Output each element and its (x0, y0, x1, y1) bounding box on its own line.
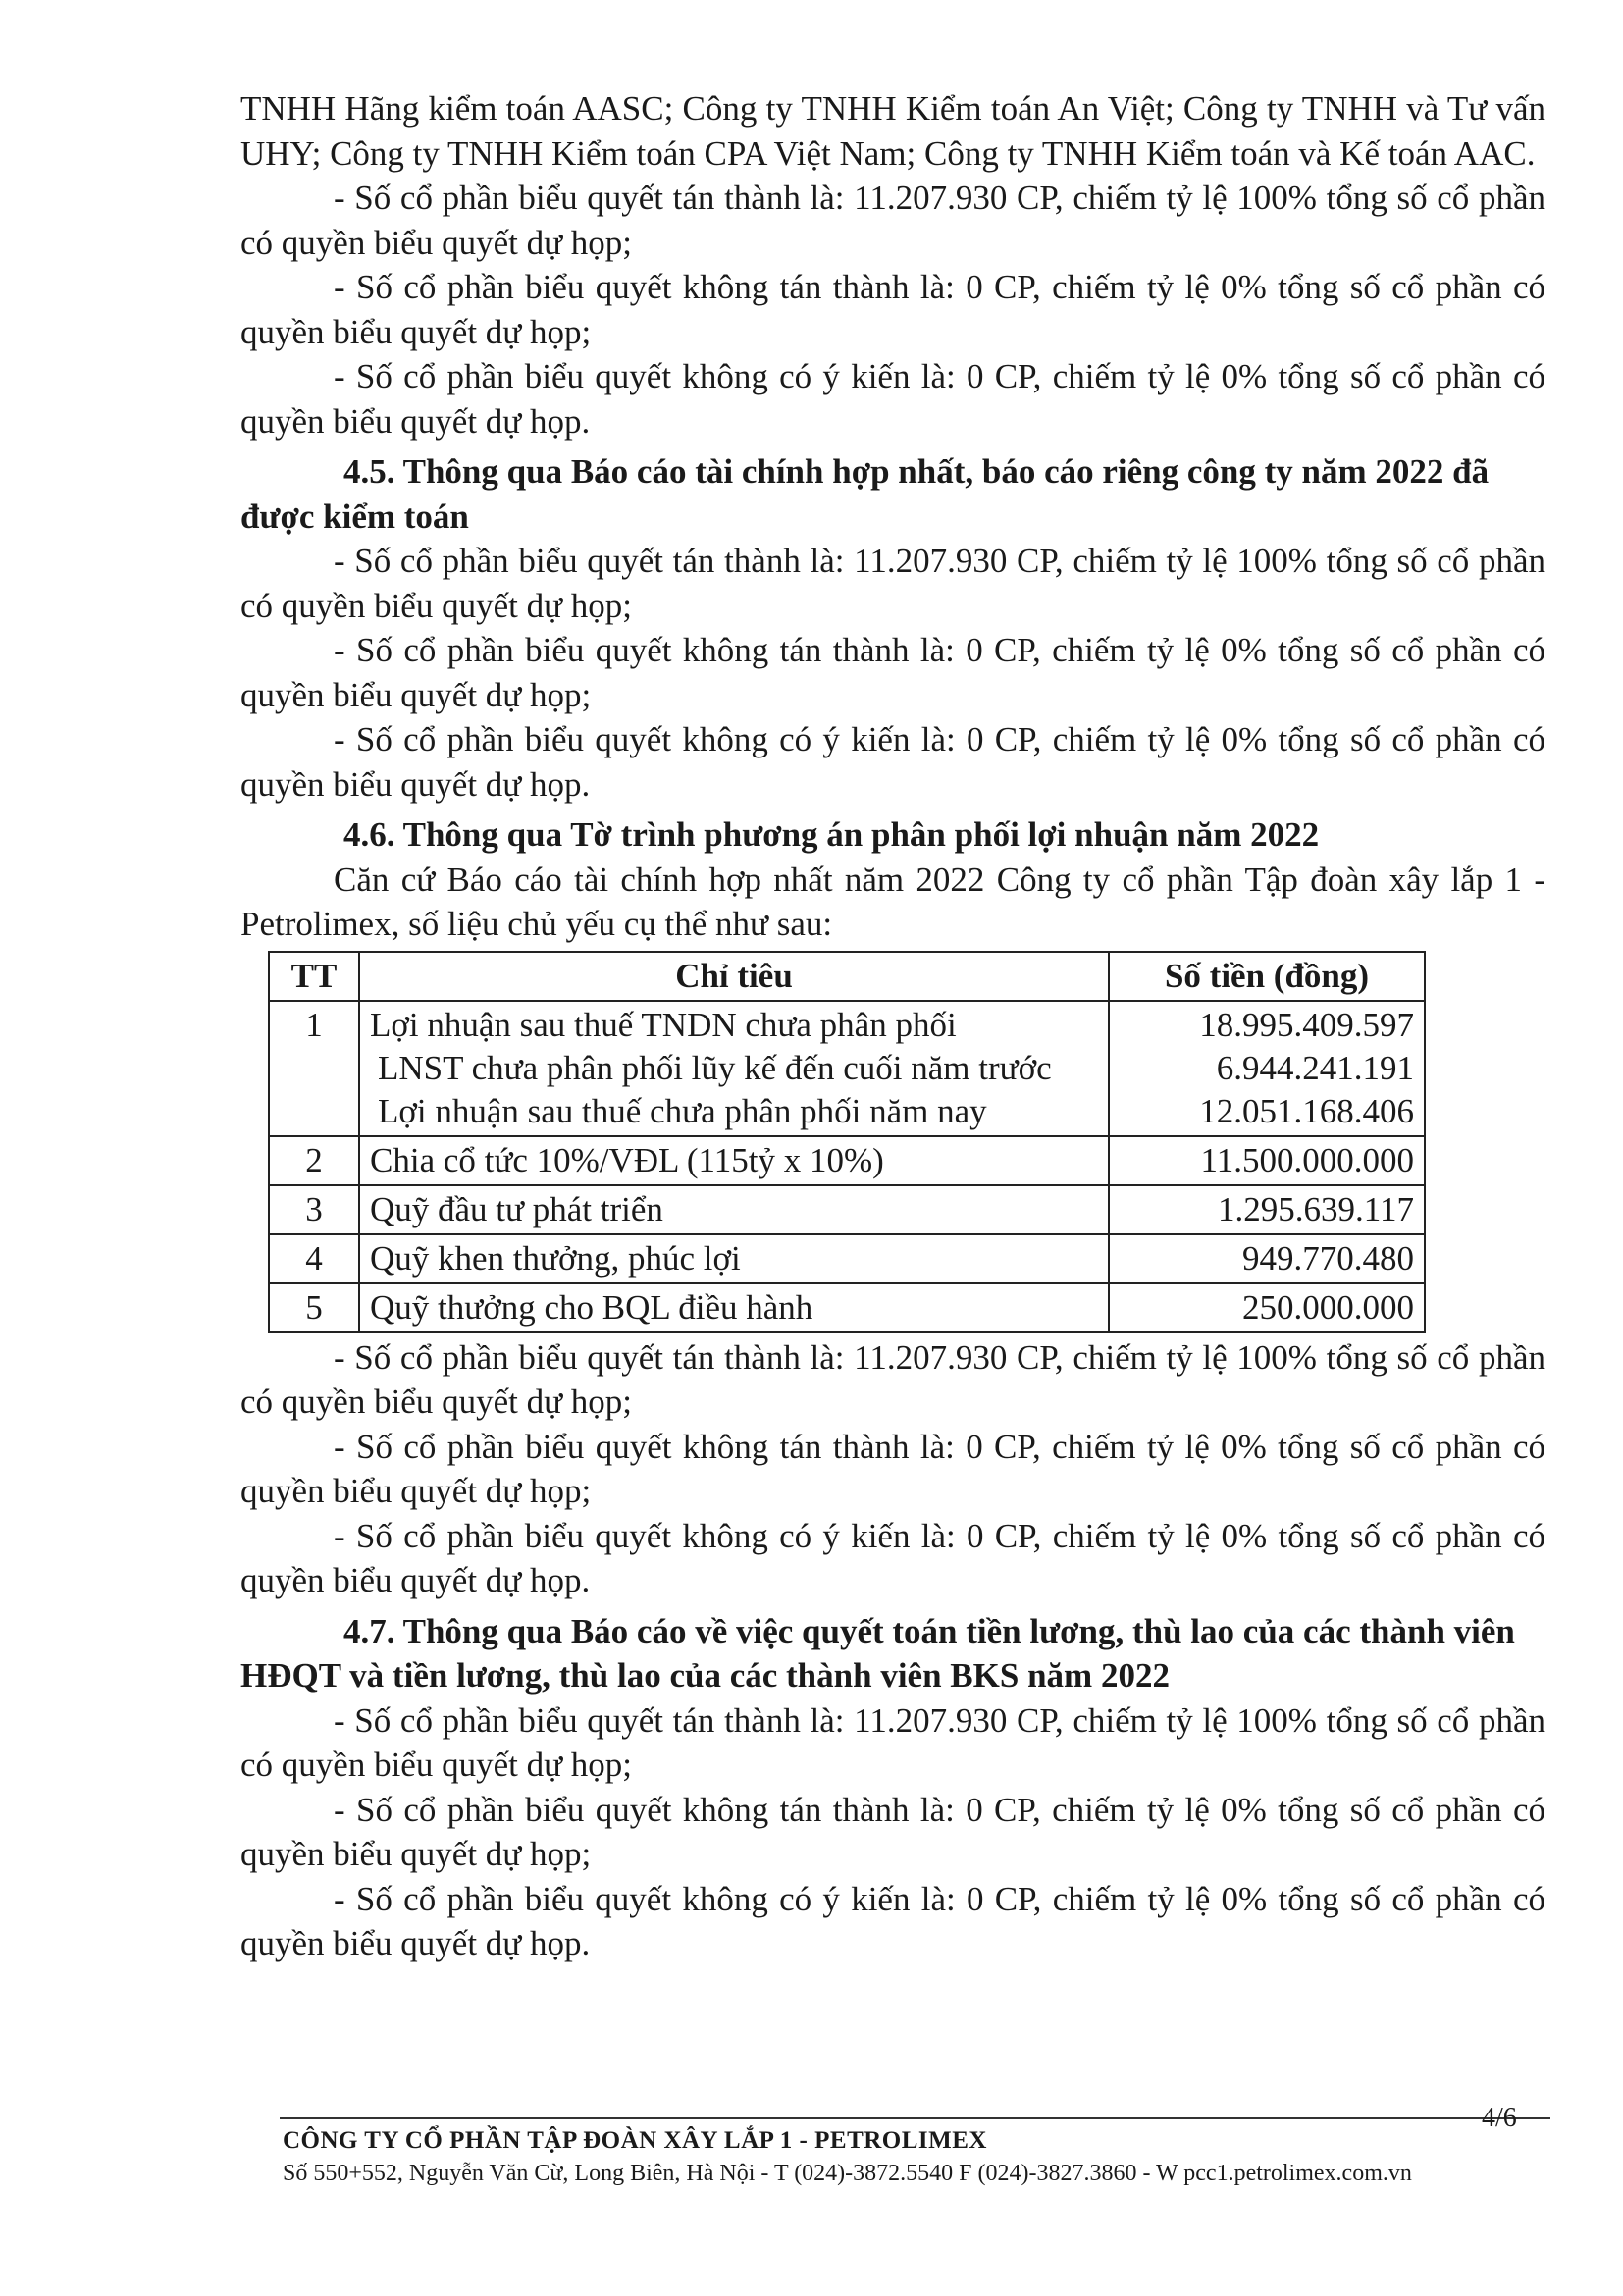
s47-vote-for: - Số cổ phần biểu quyết tán thành là: 11.207.930 CP, chiếm tỷ lệ 100% tổng số cổ phần có quyền biểu quyết dự họp; (240, 1700, 1545, 1784)
intro-vote-abstain: - Số cổ phần biểu quyết không có ý kiến là: 0 CP, chiếm tỷ lệ 0% tổng số cổ phần có quyền biểu quyết dự họp. (240, 357, 1545, 441)
row-amount: 949.770.480 (1109, 1234, 1425, 1283)
row-item: Chia cổ tức 10%/VĐL (115tỷ x 10%) (359, 1136, 1109, 1185)
s47-vote-against: - Số cổ phần biểu quyết không tán thành là: 0 CP, chiếm tỷ lệ 0% tổng số cổ phần có quyền biểu quyết dự họp; (240, 1790, 1545, 1873)
row-amount: 11.500.000.000 (1109, 1136, 1425, 1185)
s46-vote-against: - Số cổ phần biểu quyết không tán thành là: 0 CP, chiếm tỷ lệ 0% tổng số cổ phần có quyền biểu quyết dự họp; (240, 1427, 1545, 1510)
table-row (269, 1185, 1425, 1234)
row-amount: 250.000.000 (1109, 1283, 1425, 1332)
profit-distribution-table (268, 951, 1426, 1333)
intro-vote-for: - Số cổ phần biểu quyết tán thành là: 11.207.930 CP, chiếm tỷ lệ 100% tổng số cổ phần có quyền biểu quyết dự họp; (240, 179, 1545, 262)
item-label: Lợi nhuận sau thuế TNDN chưa phân phối (370, 1005, 957, 1044)
row-tt: 5 (269, 1283, 359, 1332)
amount-value: 18.995.409.597 (1199, 1005, 1414, 1044)
intro-vote-against: - Số cổ phần biểu quyết không tán thành là: 0 CP, chiếm tỷ lệ 0% tổng số cổ phần có quyền biểu quyết dự họp; (240, 268, 1545, 351)
item-label: LNST chưa phân phối lũy kế đến cuối năm trước (378, 1048, 1052, 1087)
row-tt: 3 (269, 1185, 359, 1234)
table-header-row (269, 952, 1425, 1001)
header-tt: TT (269, 952, 359, 1001)
header-item: Chỉ tiêu (359, 952, 1109, 1001)
s45-vote-abstain: - Số cổ phần biểu quyết không có ý kiến là: 0 CP, chiếm tỷ lệ 0% tổng số cổ phần có quyền biểu quyết dự họp. (240, 720, 1545, 804)
page-number: 4/6 (1482, 2103, 1517, 2133)
row-items (359, 1001, 1109, 1136)
row-item: Quỹ đầu tư phát triển (359, 1185, 1109, 1234)
row-tt: 1 (269, 1001, 359, 1136)
table-row (269, 1283, 1425, 1332)
margin-stamp-mark (1595, 1001, 1616, 1236)
item-label: Lợi nhuận sau thuế chưa phân phối năm nay (378, 1091, 987, 1130)
s45-vote-for: - Số cổ phần biểu quyết tán thành là: 11.207.930 CP, chiếm tỷ lệ 100% tổng số cổ phần có quyền biểu quyết dự họp; (240, 542, 1545, 625)
section-4-7-heading: 4.7. Thông qua Báo cáo về việc quyết toán tiền lương, thù lao của các thành viên HĐQT và tiền lương, thù lao của các thành viên BKS năm 2022 (240, 1611, 1515, 1695)
footer-divider (280, 2117, 1550, 2119)
section-4-5-heading: 4.5. Thông qua Báo cáo tài chính hợp nhất, báo cáo riêng công ty năm 2022 đã được kiểm toán (240, 452, 1490, 536)
s45-vote-against: - Số cổ phần biểu quyết không tán thành là: 0 CP, chiếm tỷ lệ 0% tổng số cổ phần có quyền biểu quyết dự họp; (240, 631, 1545, 714)
footer-address: Số 550+552, Nguyễn Văn Cừ, Long Biên, Hà Nội - T (024)-3872.5540 F (024)-3827.3860 - W pcc1.petrolimex.com.vn (283, 2161, 1412, 2186)
row-amounts (1109, 1001, 1425, 1136)
footer-company-name: CÔNG TY CỔ PHẦN TẬP ĐOÀN XÂY LẮP 1 - PETROLIMEX (283, 2127, 987, 2154)
row-amount: 1.295.639.117 (1109, 1185, 1425, 1234)
s46-vote-abstain: - Số cổ phần biểu quyết không có ý kiến là: 0 CP, chiếm tỷ lệ 0% tổng số cổ phần có quyền biểu quyết dự họp. (240, 1516, 1545, 1599)
row-tt: 2 (269, 1136, 359, 1185)
header-amount: Số tiền (đồng) (1109, 952, 1425, 1001)
row-item: Quỹ khen thưởng, phúc lợi (359, 1234, 1109, 1283)
table-row (269, 1001, 1425, 1136)
table-row (269, 1234, 1425, 1283)
amount-value: 12.051.168.406 (1199, 1091, 1414, 1130)
row-item: Quỹ thưởng cho BQL điều hành (359, 1283, 1109, 1332)
row-tt: 4 (269, 1234, 359, 1283)
document-body (240, 86, 1545, 1966)
amount-value: 6.944.241.191 (1216, 1048, 1414, 1087)
s46-intro: Căn cứ Báo cáo tài chính hợp nhất năm 2022 Công ty cổ phần Tập đoàn xây lắp 1 - Petrolimex, số liệu chủ yếu cụ thể như sau: (240, 860, 1545, 943)
table-row (269, 1136, 1425, 1185)
intro-auditors: TNHH Hãng kiểm toán AASC; Công ty TNHH Kiểm toán An Việt; Công ty TNHH và Tư vấn UHY; Công ty TNHH Kiểm toán CPA Việt Nam; Công ty TNHH Kiểm toán và Kế toán AAC. (240, 89, 1545, 173)
section-4-6-heading: 4.6. Thông qua Tờ trình phương án phân phối lợi nhuận năm 2022 (343, 815, 1320, 854)
s47-vote-abstain: - Số cổ phần biểu quyết không có ý kiến là: 0 CP, chiếm tỷ lệ 0% tổng số cổ phần có quyền biểu quyết dự họp. (240, 1879, 1545, 1962)
s46-vote-for: - Số cổ phần biểu quyết tán thành là: 11.207.930 CP, chiếm tỷ lệ 100% tổng số cổ phần có quyền biểu quyết dự họp; (240, 1337, 1545, 1421)
